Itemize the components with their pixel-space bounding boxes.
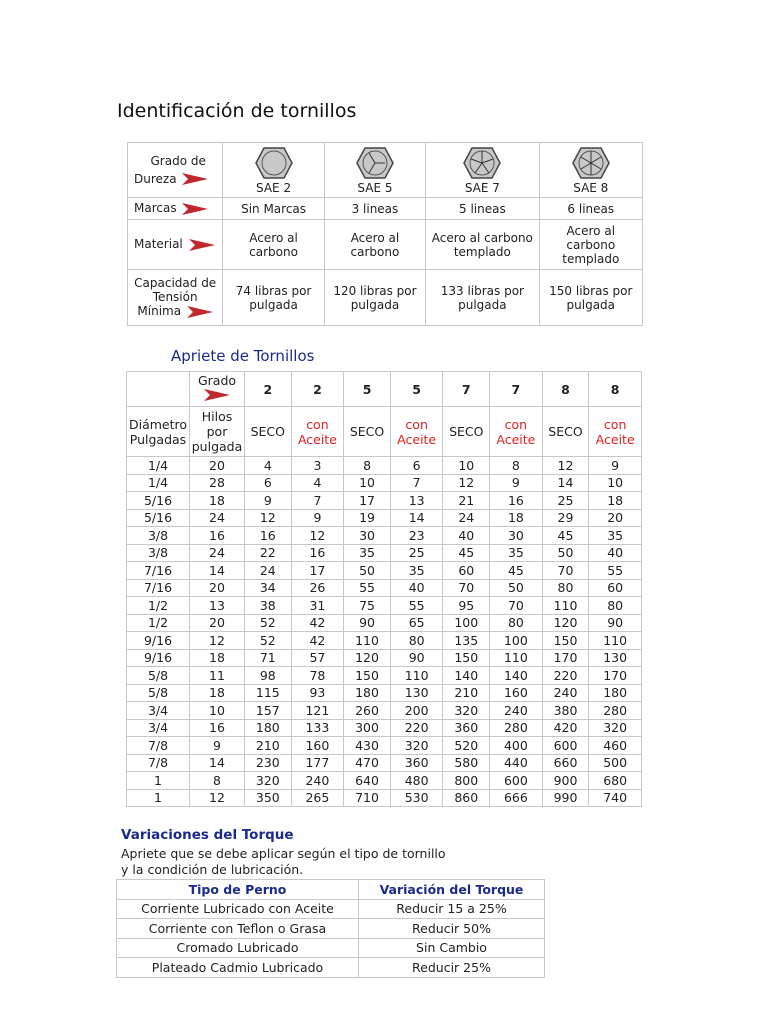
torque-value-cell: 45 — [443, 544, 490, 562]
torque-value-cell: 740 — [589, 789, 642, 807]
torque-value-cell: 16 — [245, 527, 292, 545]
bolt-identification-table — [127, 142, 643, 326]
torque-value-cell: 16 — [291, 544, 344, 562]
torque-value-cell: 95 — [443, 597, 490, 615]
threads-cell: 16 — [190, 719, 245, 737]
seco-header: SECO — [344, 407, 391, 457]
grado-dureza-label: Grado de Dureza — [128, 143, 223, 198]
threads-cell: 13 — [190, 597, 245, 615]
torque-value-cell: 14 — [542, 474, 589, 492]
torque-value-cell: 150 — [443, 649, 490, 667]
capacidad-cell: 150 libras por pulgada — [539, 270, 642, 326]
torque-value-cell: 22 — [245, 544, 292, 562]
torque-value-cell: 55 — [390, 597, 443, 615]
torque-value-cell: 9 — [291, 509, 344, 527]
torque-value-cell: 320 — [245, 772, 292, 790]
diameter-cell: 1/2 — [127, 597, 190, 615]
torque-value-cell: 240 — [490, 702, 543, 720]
hex-bolt-head-icon — [355, 145, 395, 181]
table-row — [127, 527, 642, 545]
torque-value-cell: 220 — [542, 667, 589, 685]
torque-value-cell: 55 — [589, 562, 642, 580]
torque-value-cell: 100 — [490, 632, 543, 650]
torque-value-cell: 580 — [443, 754, 490, 772]
diameter-cell: 3/8 — [127, 544, 190, 562]
torque-value-cell: 10 — [443, 457, 490, 475]
torque-value-cell: 25 — [542, 492, 589, 510]
grade-header-cell: 5 — [344, 372, 391, 407]
torque-value-cell: 680 — [589, 772, 642, 790]
torque-value-cell: 8 — [344, 457, 391, 475]
torque-value-cell: 29 — [542, 509, 589, 527]
torque-value-cell: 110 — [589, 632, 642, 650]
condition-header-row — [127, 407, 642, 457]
torque-value-cell: 80 — [542, 579, 589, 597]
torque-value-cell: 90 — [390, 649, 443, 667]
torque-value-cell: 120 — [344, 649, 391, 667]
diameter-cell: 7/8 — [127, 737, 190, 755]
table-row — [127, 684, 642, 702]
torque-value-cell: 17 — [344, 492, 391, 510]
hex-bolt-head-icon — [254, 145, 294, 181]
torque-value-cell: 9 — [589, 457, 642, 475]
torque-value-cell: 12 — [443, 474, 490, 492]
table-row — [127, 789, 642, 807]
torque-value-cell: 60 — [443, 562, 490, 580]
torque-value-cell: 98 — [245, 667, 292, 685]
grade-header-cell: 8 — [589, 372, 642, 407]
torque-value-cell: 71 — [245, 649, 292, 667]
grade-header-cell: 7 — [443, 372, 490, 407]
torque-value-cell: 25 — [390, 544, 443, 562]
torque-value-cell: 7 — [390, 474, 443, 492]
torque-value-cell: 170 — [542, 649, 589, 667]
grade-sae2-cell: SAE 2 — [223, 143, 324, 198]
torque-value-cell: 6 — [390, 457, 443, 475]
torque-value-cell: 160 — [291, 737, 344, 755]
torque-value-cell: 12 — [291, 527, 344, 545]
torque-value-cell: 90 — [589, 614, 642, 632]
torque-value-cell: 420 — [542, 719, 589, 737]
torque-value-cell: 666 — [490, 789, 543, 807]
grado-label-cell: Grado — [190, 372, 245, 407]
torque-value-cell: 30 — [344, 527, 391, 545]
table-row — [117, 958, 545, 978]
grade-header-cell: 2 — [291, 372, 344, 407]
torque-value-cell: 180 — [344, 684, 391, 702]
torque-value-cell: 530 — [390, 789, 443, 807]
threads-cell: 14 — [190, 754, 245, 772]
torque-value-cell: 13 — [390, 492, 443, 510]
diameter-cell: 1/4 — [127, 474, 190, 492]
con-aceite-header: con Aceite — [291, 407, 344, 457]
torque-value-cell: 150 — [542, 632, 589, 650]
torque-value-cell: 320 — [589, 719, 642, 737]
threads-cell: 8 — [190, 772, 245, 790]
torque-value-cell: 133 — [291, 719, 344, 737]
torque-value-cell: 65 — [390, 614, 443, 632]
table-row — [127, 457, 642, 475]
torque-value-cell: 640 — [344, 772, 391, 790]
diameter-cell: 5/16 — [127, 509, 190, 527]
torque-value-cell: 34 — [245, 579, 292, 597]
marcas-cell: 5 lineas — [426, 198, 539, 220]
torque-value-cell: 6 — [245, 474, 292, 492]
torque-value-cell: 860 — [443, 789, 490, 807]
empty-corner-cell — [127, 372, 190, 407]
torque-value-cell: 320 — [390, 737, 443, 755]
torque-value-cell: 230 — [245, 754, 292, 772]
torque-value-cell: 900 — [542, 772, 589, 790]
grade-header-cell: 7 — [490, 372, 543, 407]
torque-value-cell: 21 — [443, 492, 490, 510]
diameter-cell: 1/4 — [127, 457, 190, 475]
capacidad-cell: 74 libras por pulgada — [223, 270, 324, 326]
diameter-cell: 1 — [127, 789, 190, 807]
torque-value-cell: 210 — [245, 737, 292, 755]
threads-cell: 14 — [190, 562, 245, 580]
variacion-cell: Reducir 50% — [359, 919, 545, 939]
torque-value-cell: 110 — [542, 597, 589, 615]
torque-value-cell: 460 — [589, 737, 642, 755]
torque-value-cell: 40 — [589, 544, 642, 562]
torque-value-cell: 20 — [589, 509, 642, 527]
diameter-cell: 3/8 — [127, 527, 190, 545]
material-cell: Acero al carbono — [223, 220, 324, 270]
torque-value-cell: 17 — [291, 562, 344, 580]
diameter-cell: 9/16 — [127, 632, 190, 650]
variacion-header: Variación del Torque — [359, 880, 545, 900]
threads-cell: 18 — [190, 649, 245, 667]
table-row — [127, 614, 642, 632]
diameter-cell: 7/16 — [127, 579, 190, 597]
variations-description: Apriete que se debe aplicar según el tipo de tornillo y la condición de lubricación. — [121, 846, 446, 877]
red-arrow-icon — [189, 238, 215, 252]
grade-sae5-cell: SAE 5 — [324, 143, 425, 198]
grade-header-cell: 2 — [245, 372, 292, 407]
capacidad-label: Capacidad de Tensión Mínima — [128, 270, 223, 326]
torque-value-cell: 110 — [344, 632, 391, 650]
torque-value-cell: 8 — [490, 457, 543, 475]
torque-value-cell: 480 — [390, 772, 443, 790]
torque-value-cell: 70 — [490, 597, 543, 615]
torque-value-cell: 100 — [443, 614, 490, 632]
torque-value-cell: 24 — [443, 509, 490, 527]
torque-value-cell: 170 — [589, 667, 642, 685]
table-row — [127, 544, 642, 562]
torque-value-cell: 52 — [245, 632, 292, 650]
hex-bolt-head-icon — [571, 145, 611, 181]
material-label: Material — [128, 220, 223, 270]
grade-header-cell: 8 — [542, 372, 589, 407]
table-row — [127, 772, 642, 790]
page-title: Identificación de tornillos — [117, 100, 357, 122]
torque-table-body — [127, 372, 642, 807]
threads-cell: 18 — [190, 492, 245, 510]
diameter-cell: 7/8 — [127, 754, 190, 772]
threads-cell: 20 — [190, 579, 245, 597]
table-row — [117, 938, 545, 958]
torque-value-cell: 260 — [344, 702, 391, 720]
material-cell: Acero al carbono — [324, 220, 425, 270]
torque-value-cell: 177 — [291, 754, 344, 772]
torque-value-cell: 55 — [344, 579, 391, 597]
table-row — [127, 579, 642, 597]
torque-value-cell: 57 — [291, 649, 344, 667]
torque-value-cell: 200 — [390, 702, 443, 720]
table-row — [117, 919, 545, 939]
torque-value-cell: 12 — [542, 457, 589, 475]
torque-value-cell: 52 — [245, 614, 292, 632]
threads-cell: 9 — [190, 737, 245, 755]
marcas-cell: 6 lineas — [539, 198, 642, 220]
torque-value-cell: 80 — [390, 632, 443, 650]
tipo-perno-cell: Plateado Cadmio Lubricado — [117, 958, 359, 978]
marcas-cell: Sin Marcas — [223, 198, 324, 220]
tipo-perno-cell: Corriente Lubricado con Aceite — [117, 899, 359, 919]
torque-value-cell: 4 — [291, 474, 344, 492]
torque-value-cell: 93 — [291, 684, 344, 702]
torque-value-cell: 14 — [390, 509, 443, 527]
threads-cell: 12 — [190, 789, 245, 807]
torque-value-cell: 7 — [291, 492, 344, 510]
torque-value-cell: 115 — [245, 684, 292, 702]
torque-value-cell: 150 — [344, 667, 391, 685]
threads-cell: 20 — [190, 614, 245, 632]
torque-value-cell: 42 — [291, 632, 344, 650]
tipo-perno-cell: Corriente con Teflon o Grasa — [117, 919, 359, 939]
torque-value-cell: 280 — [589, 702, 642, 720]
diameter-cell: 5/8 — [127, 667, 190, 685]
table-row — [127, 702, 642, 720]
diameter-cell: 9/16 — [127, 649, 190, 667]
material-cell: Acero al carbono templado — [539, 220, 642, 270]
hex-bolt-head-icon — [462, 145, 502, 181]
torque-value-cell: 18 — [490, 509, 543, 527]
variations-title: Variaciones del Torque — [121, 827, 294, 843]
torque-value-cell: 18 — [589, 492, 642, 510]
table-row — [127, 492, 642, 510]
torque-value-cell: 240 — [291, 772, 344, 790]
torque-value-cell: 16 — [490, 492, 543, 510]
torque-value-cell: 35 — [589, 527, 642, 545]
table-row — [127, 754, 642, 772]
torque-value-cell: 9 — [490, 474, 543, 492]
table-row — [127, 632, 642, 650]
torque-value-cell: 10 — [344, 474, 391, 492]
red-arrow-icon — [187, 305, 213, 319]
torque-value-cell: 35 — [490, 544, 543, 562]
variacion-cell: Reducir 15 a 25% — [359, 899, 545, 919]
grade-header-cell: 5 — [390, 372, 443, 407]
torque-section-title: Apriete de Tornillos — [171, 347, 315, 365]
table-row — [127, 597, 642, 615]
torque-value-cell: 4 — [245, 457, 292, 475]
torque-value-cell: 40 — [443, 527, 490, 545]
torque-value-cell: 9 — [245, 492, 292, 510]
material-cell: Acero al carbono templado — [426, 220, 539, 270]
threads-cell: 18 — [190, 684, 245, 702]
hilos-label-cell: Hilos por pulgada — [190, 407, 245, 457]
torque-value-cell: 38 — [245, 597, 292, 615]
torque-value-cell: 130 — [589, 649, 642, 667]
threads-cell: 24 — [190, 509, 245, 527]
capacidad-cell: 120 libras por pulgada — [324, 270, 425, 326]
torque-value-cell: 60 — [589, 579, 642, 597]
torque-value-cell: 12 — [245, 509, 292, 527]
torque-value-cell: 240 — [542, 684, 589, 702]
torque-value-cell: 50 — [490, 579, 543, 597]
torque-value-cell: 360 — [390, 754, 443, 772]
threads-cell: 16 — [190, 527, 245, 545]
torque-value-cell: 440 — [490, 754, 543, 772]
torque-value-cell: 600 — [490, 772, 543, 790]
torque-value-cell: 45 — [490, 562, 543, 580]
variations-header-row — [117, 880, 545, 900]
torque-value-cell: 31 — [291, 597, 344, 615]
torque-value-cell: 35 — [390, 562, 443, 580]
torque-value-cell: 26 — [291, 579, 344, 597]
torque-value-cell: 265 — [291, 789, 344, 807]
torque-value-cell: 500 — [589, 754, 642, 772]
diameter-cell: 7/16 — [127, 562, 190, 580]
table-row — [117, 899, 545, 919]
grade-sae8-cell: SAE 8 — [539, 143, 642, 198]
threads-cell: 10 — [190, 702, 245, 720]
torque-value-cell: 50 — [542, 544, 589, 562]
torque-value-cell: 320 — [443, 702, 490, 720]
con-aceite-header: con Aceite — [390, 407, 443, 457]
marcas-cell: 3 lineas — [324, 198, 425, 220]
threads-cell: 24 — [190, 544, 245, 562]
torque-value-cell: 80 — [490, 614, 543, 632]
diameter-cell: 5/8 — [127, 684, 190, 702]
con-aceite-header: con Aceite — [589, 407, 642, 457]
torque-value-cell: 70 — [542, 562, 589, 580]
torque-value-cell: 121 — [291, 702, 344, 720]
torque-value-cell: 70 — [443, 579, 490, 597]
torque-value-cell: 35 — [344, 544, 391, 562]
torque-value-cell: 75 — [344, 597, 391, 615]
torque-value-cell: 24 — [245, 562, 292, 580]
torque-value-cell: 180 — [589, 684, 642, 702]
seco-header: SECO — [443, 407, 490, 457]
torque-value-cell: 19 — [344, 509, 391, 527]
torque-value-cell: 210 — [443, 684, 490, 702]
torque-value-cell: 180 — [245, 719, 292, 737]
threads-cell: 28 — [190, 474, 245, 492]
torque-value-cell: 520 — [443, 737, 490, 755]
threads-cell: 20 — [190, 457, 245, 475]
red-arrow-icon — [204, 388, 230, 402]
marcas-label: Marcas — [128, 198, 223, 220]
torque-value-cell: 42 — [291, 614, 344, 632]
torque-value-cell: 50 — [344, 562, 391, 580]
torque-value-cell: 30 — [490, 527, 543, 545]
table-row — [127, 667, 642, 685]
variacion-cell: Sin Cambio — [359, 938, 545, 958]
torque-value-cell: 160 — [490, 684, 543, 702]
tipo-perno-header: Tipo de Perno — [117, 880, 359, 900]
table-row — [127, 649, 642, 667]
torque-value-cell: 23 — [390, 527, 443, 545]
table-row — [127, 509, 642, 527]
diameter-cell: 1 — [127, 772, 190, 790]
threads-cell: 11 — [190, 667, 245, 685]
torque-value-cell: 710 — [344, 789, 391, 807]
torque-value-cell: 40 — [390, 579, 443, 597]
torque-value-cell: 140 — [490, 667, 543, 685]
torque-value-cell: 110 — [390, 667, 443, 685]
torque-value-cell: 380 — [542, 702, 589, 720]
table-row — [127, 737, 642, 755]
torque-value-cell: 140 — [443, 667, 490, 685]
torque-value-cell: 45 — [542, 527, 589, 545]
torque-value-cell: 660 — [542, 754, 589, 772]
red-arrow-icon — [182, 172, 208, 186]
torque-value-cell: 280 — [490, 719, 543, 737]
torque-value-cell: 130 — [390, 684, 443, 702]
table-row — [127, 562, 642, 580]
variacion-cell: Reducir 25% — [359, 958, 545, 978]
torque-variations-table — [116, 879, 545, 978]
torque-value-cell: 80 — [589, 597, 642, 615]
tipo-perno-cell: Cromado Lubricado — [117, 938, 359, 958]
torque-value-cell: 350 — [245, 789, 292, 807]
diametro-label-cell: Diámetro Pulgadas — [127, 407, 190, 457]
torque-value-cell: 800 — [443, 772, 490, 790]
torque-value-cell: 600 — [542, 737, 589, 755]
torque-value-cell: 430 — [344, 737, 391, 755]
grade-header-row — [127, 372, 642, 407]
seco-header: SECO — [245, 407, 292, 457]
torque-value-cell: 120 — [542, 614, 589, 632]
torque-value-cell: 78 — [291, 667, 344, 685]
torque-table — [126, 371, 642, 807]
capacidad-cell: 133 libras por pulgada — [426, 270, 539, 326]
torque-value-cell: 135 — [443, 632, 490, 650]
seco-header: SECO — [542, 407, 589, 457]
torque-value-cell: 157 — [245, 702, 292, 720]
diameter-cell: 3/4 — [127, 719, 190, 737]
torque-value-cell: 10 — [589, 474, 642, 492]
diameter-cell: 5/16 — [127, 492, 190, 510]
grade-sae7-cell: SAE 7 — [426, 143, 539, 198]
torque-value-cell: 470 — [344, 754, 391, 772]
torque-value-cell: 400 — [490, 737, 543, 755]
diameter-cell: 3/4 — [127, 702, 190, 720]
torque-value-cell: 90 — [344, 614, 391, 632]
torque-value-cell: 3 — [291, 457, 344, 475]
torque-value-cell: 300 — [344, 719, 391, 737]
table-row — [127, 719, 642, 737]
torque-value-cell: 360 — [443, 719, 490, 737]
torque-value-cell: 110 — [490, 649, 543, 667]
threads-cell: 12 — [190, 632, 245, 650]
diameter-cell: 1/2 — [127, 614, 190, 632]
torque-value-cell: 990 — [542, 789, 589, 807]
table-row — [127, 474, 642, 492]
con-aceite-header: con Aceite — [490, 407, 543, 457]
red-arrow-icon — [182, 202, 208, 216]
torque-value-cell: 220 — [390, 719, 443, 737]
